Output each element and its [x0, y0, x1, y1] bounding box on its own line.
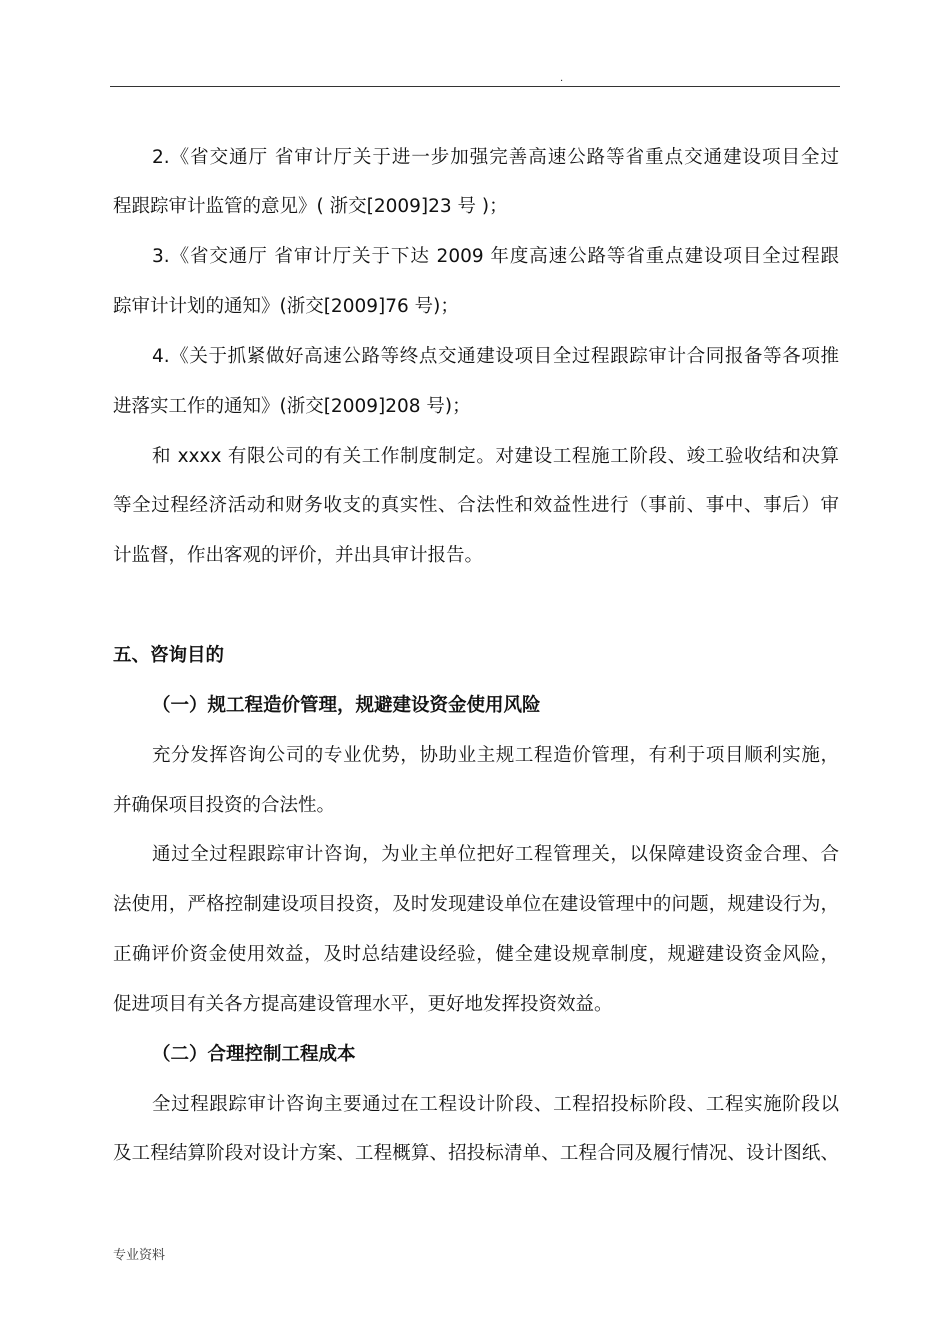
text-line: 踪审计计划的通知》(浙交[2009]76 号)； — [113, 296, 459, 317]
subsection-heading: （二）合理控制工程成本 — [152, 1044, 356, 1065]
text-line: 充分发挥咨询公司的专业优势，协助业主规工程造价管理，有利于项目顺利实施， — [152, 745, 839, 766]
text-line: 正确评价资金使用效益，及时总结建设经验，健全建设规章制度，规避建设资金风险， — [113, 944, 839, 965]
text-line: 及工程结算阶段对设计方案、工程概算、招投标清单、工程合同及履行情况、设计图纸、 — [113, 1143, 839, 1164]
text-line: 法使用，严格控制建设项目投资，及时发现建设单位在建设管理中的问题，规建设行为， — [113, 894, 839, 915]
text-line: 和 xxxx 有限公司的有关工作制度制定。对建设工程施工阶段、竣工验收结和决算 — [152, 446, 839, 467]
text-line: 通过全过程跟踪审计咨询，为业主单位把好工程管理关，以保障建设资金合理、合 — [152, 844, 839, 865]
text-line: 进落实工作的通知》(浙交[2009]208 号)； — [113, 396, 471, 417]
text-line: 等全过程经济活动和财务收支的真实性、合法性和效益性进行（事前、事中、事后）审 — [113, 495, 839, 516]
text-line: 全过程跟踪审计咨询主要通过在工程设计阶段、工程招投标阶段、工程实施阶段以 — [152, 1094, 839, 1115]
header-rule — [110, 86, 840, 87]
header-mark: . — [560, 73, 564, 84]
text-line: 4.《关于抓紧做好高速公路等终点交通建设项目全过程跟踪审计合同报备等各项推 — [152, 346, 839, 367]
text-line: 3.《省交通厅 省审计厅关于下达 2009 年度高速公路等省重点建设项目全过程跟 — [152, 246, 839, 267]
footer-label: 专业资料 — [113, 1248, 166, 1263]
text-line: 计监督，作出客观的评价，并出具审计报告。 — [113, 545, 484, 566]
text-line: 并确保项目投资的合法性。 — [113, 795, 336, 816]
text-line: 促进项目有关各方提高建设管理水平，更好地发挥投资效益。 — [113, 994, 613, 1015]
text-line: 2.《省交通厅 省审计厅关于进一步加强完善高速公路等省重点交通建设项目全过 — [152, 147, 839, 168]
text-line: 程跟踪审计监管的意见》( 浙交[2009]23 号 )； — [113, 196, 508, 217]
subsection-heading: （一）规工程造价管理，规避建设资金使用风险 — [152, 695, 541, 716]
section-heading: 五、咨询目的 — [113, 645, 225, 666]
